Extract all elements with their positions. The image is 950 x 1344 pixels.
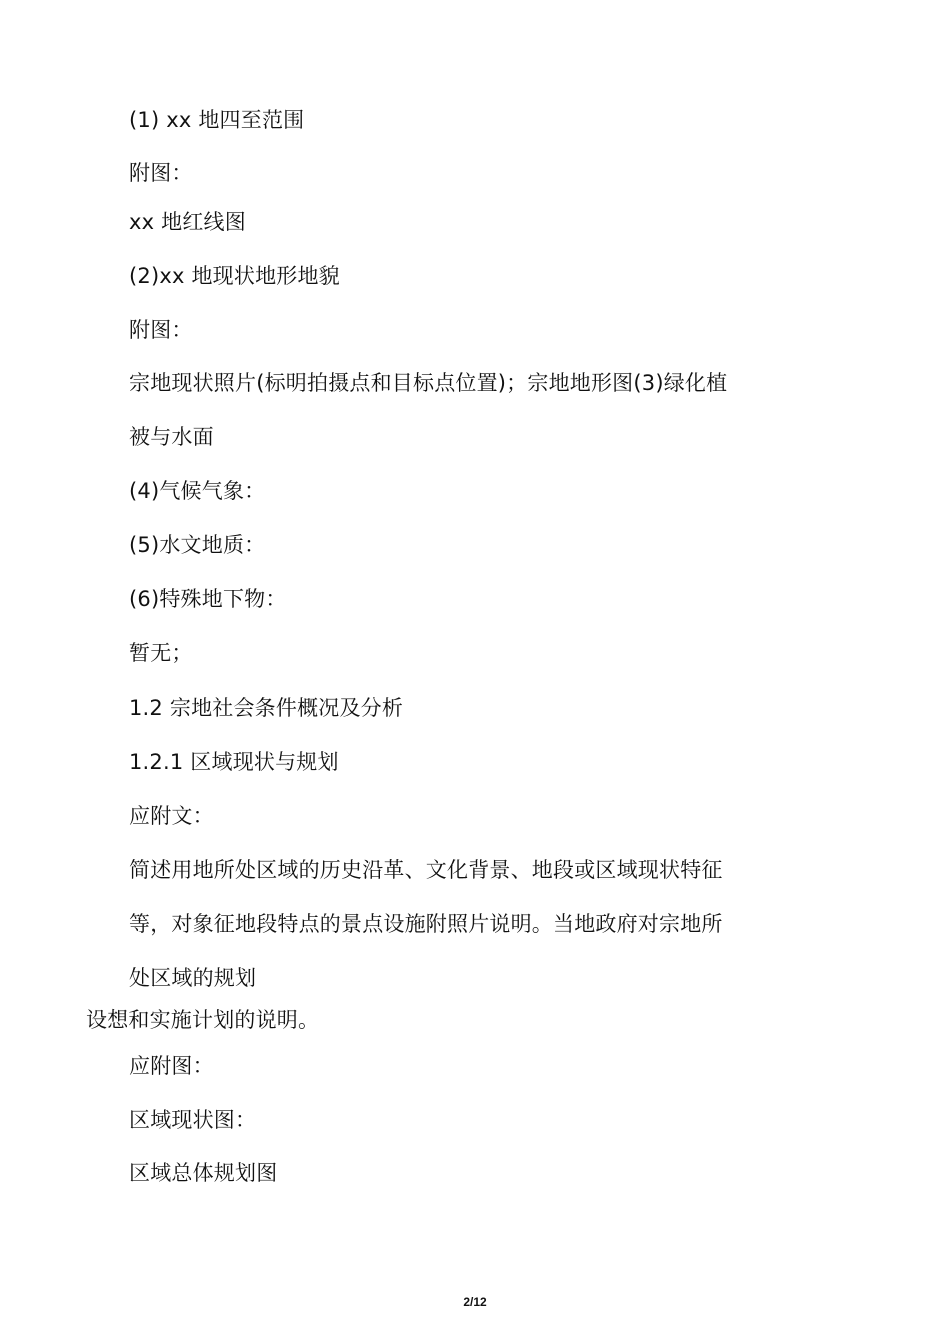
text-line: (2)xx 地现状地形地貌 [129,264,340,288]
text-line: 区域总体规划图 [129,1161,278,1185]
section-heading: 1.2 宗地社会条件概况及分析 [129,696,404,720]
text-line: 宗地现状照片(标明拍摄点和目标点位置)；宗地地形图(3)绿化植 [129,371,728,395]
text-line: xx 地红线图 [129,210,246,234]
text-line: 处区域的规划 [129,966,257,990]
text-line: 被与水面 [129,425,214,449]
text-line: (6)特殊地下物： [129,587,287,611]
page-number: 2/12 [463,1295,487,1309]
text-line: (1) xx 地四至范围 [129,108,305,132]
text-line: 等，对象征地段特点的景点设施附照片说明。当地政府对宗地所 [129,912,723,936]
text-line: 区域现状图： [129,1108,257,1132]
text-line: (5)水文地质： [129,533,266,557]
text-line: 应附图： [129,1054,214,1078]
text-line: 附图： [129,318,193,342]
subsection-heading: 1.2.1 区域现状与规划 [129,750,339,774]
text-line: 附图： [129,161,193,185]
text-line: 暂无； [129,641,193,665]
text-line: 简述用地所处区域的历史沿革、文化背景、地段或区域现状特征 [129,858,723,882]
text-line: (4)气候气象： [129,479,266,503]
text-line: 应附文： [129,804,214,828]
text-line: 设想和实施计划的说明。 [86,1008,320,1032]
